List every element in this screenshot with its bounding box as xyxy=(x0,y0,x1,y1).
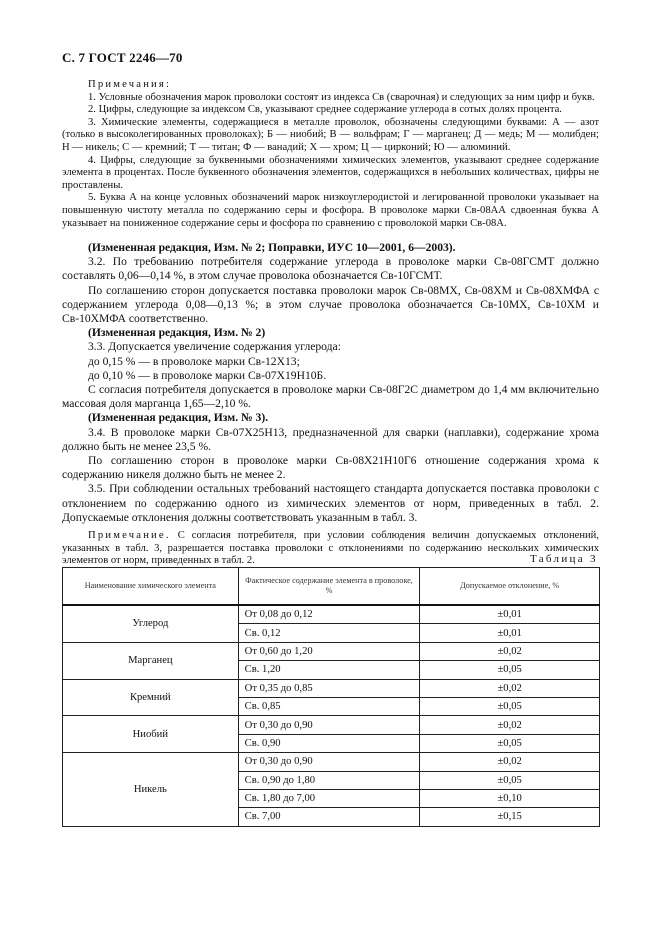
deviation-cell: ±0,02 xyxy=(420,642,600,660)
note-item: 1. Условные обозначения марок проволоки состоят из индекса Св (сварочная) и следующих за ним цифр и букв. xyxy=(88,91,595,103)
element-name-cell: Ниобий xyxy=(63,716,239,753)
note-item: 3. Химические элементы, содержащиеся в металле проволок, обозначены следующими буквами: А — азот (только в высоколегированных проволоках); Б — ниобий; В — вольфрам; Г — марганец; Д — медь; М — молибден; Н — никель; С — кремний; Т — титан; Ф — ванадий; Х — хром; Ц — цирконий; Ю — алюминий. xyxy=(62,116,599,153)
body-text xyxy=(62,241,599,568)
table-note-caption: Примечание. xyxy=(88,530,171,542)
column-header-content: Фактическое содержание элемента в проволоке, % xyxy=(238,568,420,606)
clause-3-4: 3.4. В проволоке марки Св-07Х25Н13, предназначенной для сварки (наплавки), содержание хрома должно быть не менее 23,5 %. xyxy=(62,425,599,453)
deviation-cell: ±0,01 xyxy=(420,624,600,642)
element-name-cell: Марганец xyxy=(63,642,239,679)
deviation-cell: ±0,01 xyxy=(420,605,600,624)
note-item: 4. Цифры, следующие за буквенными обозначениями химических элементов, указывают среднее содержание элемента в процентах. После буквенного обозначения элементов, содержащихся в небольших количествах, цифры не проставлены. xyxy=(62,154,599,191)
table-note-text: С согласия потребителя, при условии соблюдения величин допускаемых отклонений, указанных в табл. 3, разрешается поставка проволоки с отклонениями по содержанию нескольких химических элементов от норм, приведенных в табл. 2. xyxy=(62,530,599,567)
deviation-cell: ±0,05 xyxy=(420,697,600,715)
content-range-cell: От 0,30 до 0,90 xyxy=(238,716,420,734)
clause-3-5: 3.5. При соблюдении остальных требований настоящего стандарта допускается поставка проволоки с отклонением по содержанию одного из химических элементов от норм, приведенных в табл. 2. Допускаемые отклонения должны соответствовать указанным в табл. 3. xyxy=(62,482,599,524)
table-row xyxy=(63,642,600,660)
note-item: 2. Цифры, следующие за индексом Св, указывают среднее содержание углерода в сотых долях процента. xyxy=(88,104,562,116)
clause-3-3: 3.3. Допускается увеличение содержания углерода: xyxy=(88,340,341,354)
table-caption: Таблица 3 xyxy=(530,553,598,565)
clause-3-2-agreement: По соглашению сторон допускается поставка проволоки марок Св-08МХ, Св-08ХМ и Св-08ХМФА с содержанием углерода 0,08—0,13 %; в этом случае проволока обозначается Св-10МХ, Св-10ХМ и Св-10ХМФА соответственно. xyxy=(62,283,599,326)
element-name-cell: Углерод xyxy=(63,605,239,642)
element-name-cell: Никель xyxy=(63,753,239,827)
clause-3-3-item: до 0,15 % — в проволоке марки Св-12Х13; xyxy=(88,354,300,368)
column-header-deviation: Допускаемое отклонение, % xyxy=(420,568,600,606)
content-range-cell: От 0,35 до 0,85 xyxy=(238,679,420,697)
content-range-cell: Св. 1,20 xyxy=(238,661,420,679)
element-name-cell: Кремний xyxy=(63,679,239,716)
table-body xyxy=(63,605,600,826)
deviation-cell: ±0,10 xyxy=(420,789,600,807)
clause-3-4-agreement: По соглашению сторон в проволоке марки Св-08Х21Н10Г6 отношение содержания хрома к содержанию никеля должно быть не менее 2. xyxy=(62,454,599,482)
edit-note: (Измененная редакция, Изм. № 2) xyxy=(88,326,266,340)
deviation-cell: ±0,02 xyxy=(420,753,600,771)
content-range-cell: От 0,60 до 1,20 xyxy=(238,642,420,660)
deviation-cell: ±0,05 xyxy=(420,661,600,679)
edit-note: (Измененная редакция, Изм. № 2; Поправки, ИУС 10—2001, 6—2003). xyxy=(88,241,456,254)
deviation-cell: ±0,05 xyxy=(420,771,600,789)
content-range-cell: Св. 0,85 xyxy=(238,697,420,715)
table-row xyxy=(63,605,600,624)
content-range-cell: Св. 1,80 до 7,00 xyxy=(238,789,420,807)
table-row xyxy=(63,716,600,734)
table-row xyxy=(63,679,600,697)
page-header: С. 7 ГОСТ 2246—70 xyxy=(62,50,183,65)
deviation-cell: ±0,02 xyxy=(420,679,600,697)
content-range-cell: Св. 0,90 xyxy=(238,734,420,752)
note-item: 5. Буква А на конце условных обозначений марок низкоуглеродистой и легированной проволоки указывает на повышенную чистоту металла по содержанию серы и фосфора. В проволоке марки Св-08АА сдвоенная буква А указывает на пониженное содержание серы и фосфора по сравнению с проволокой марки Св-08А. xyxy=(62,192,599,229)
content-range-cell: Св. 7,00 xyxy=(238,808,420,826)
table-row xyxy=(63,753,600,771)
deviation-cell: ±0,05 xyxy=(420,734,600,752)
clause-3-3-item: до 0,10 % — в проволоке марки Св-07Х19Н10Б. xyxy=(88,368,327,382)
content-range-cell: От 0,08 до 0,12 xyxy=(238,605,420,624)
content-range-cell: От 0,30 до 0,90 xyxy=(238,753,420,771)
deviation-table xyxy=(62,567,600,827)
column-header-element: Наименование химического элемента xyxy=(63,568,239,606)
content-range-cell: Св. 0,90 до 1,80 xyxy=(238,771,420,789)
clause-3-2: 3.2. По требованию потребителя содержание углерода в проволоке марки Св-08ГСМТ должно составлять 0,06—0,14 %, в этом случае проволока обозначается Св-10ГСМТ. xyxy=(62,255,599,283)
deviation-cell: ±0,15 xyxy=(420,808,600,826)
content-range-cell: Св. 0,12 xyxy=(238,624,420,642)
deviation-cell: ±0,02 xyxy=(420,716,600,734)
edit-note: (Измененная редакция, Изм. № 3). xyxy=(88,411,269,425)
clause-3-3-consent: С согласия потребителя допускается в проволоке марки Св-08Г2С диаметром до 1,4 мм включительно массовая доля марганца 1,65—2,10 %. xyxy=(62,383,599,411)
table-note xyxy=(62,530,599,568)
notes-block xyxy=(62,79,599,230)
notes-caption: Примечания: xyxy=(88,79,172,90)
